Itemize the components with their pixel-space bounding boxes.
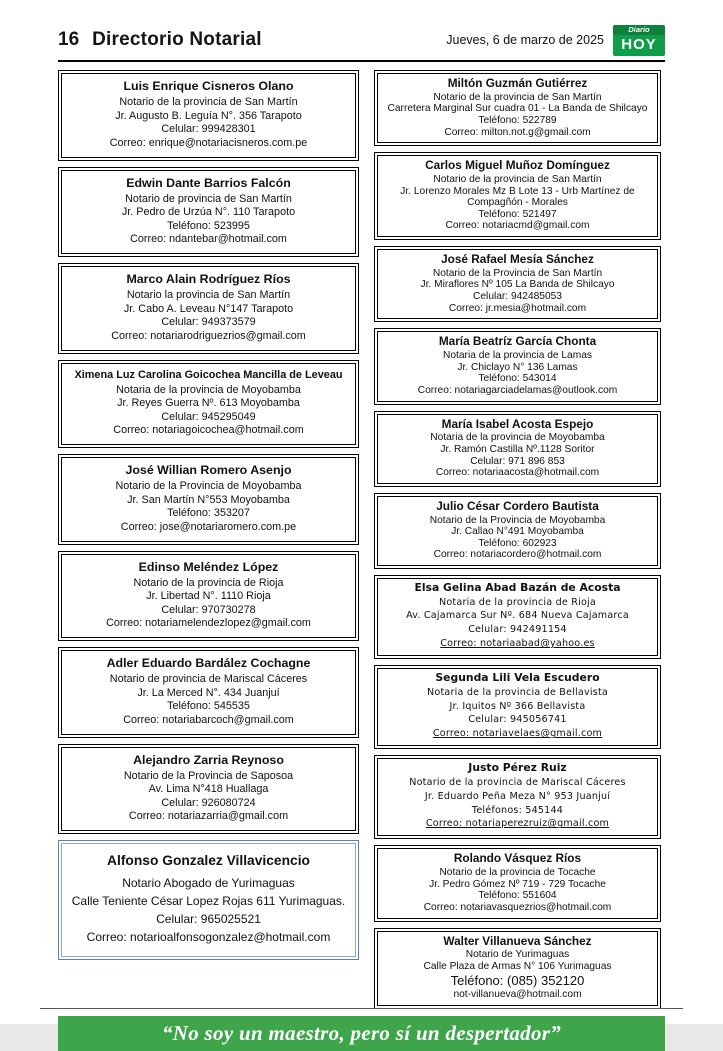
notary-detail: Teléfonos: 545144 bbox=[471, 804, 564, 816]
notary-detail: Av. Lima N°418 Huallaga bbox=[148, 783, 269, 796]
notary-detail: Teléfono: 353207 bbox=[167, 507, 250, 520]
notary-name: Julio César Cordero Bautista bbox=[436, 498, 599, 513]
notary-name: Miltón Guzmán Gutiérrez bbox=[447, 76, 588, 90]
notary-detail: Jr. Chiclayo N° 136 Lamas bbox=[457, 361, 578, 373]
notary-card bbox=[58, 70, 359, 161]
notary-card-frame bbox=[61, 554, 356, 639]
notary-card-frame bbox=[61, 363, 356, 446]
notary-detail: Jr. Libertad N°. 1110 Rioja bbox=[146, 590, 271, 603]
header-title-group bbox=[58, 29, 262, 51]
notary-detail: Notario de la Provincia de Moyobamba bbox=[429, 514, 606, 526]
page-number: 16 bbox=[58, 29, 80, 50]
notary-detail: Jr. Lorenzo Morales Mz B Lote 13 - Urb Martínez de Compagñón - Morales bbox=[400, 185, 635, 209]
notary-email: Correo: milton.not.g@gmail.com bbox=[444, 126, 591, 138]
notary-detail: Celular: 949373579 bbox=[161, 316, 256, 329]
notary-card bbox=[374, 246, 661, 322]
notary-detail: Teléfono: 543014 bbox=[478, 373, 557, 385]
notary-card bbox=[374, 70, 661, 146]
notary-detail: Notaria de la provincia de Moyobamba bbox=[430, 432, 605, 444]
notary-card-frame bbox=[377, 331, 658, 401]
notary-card-frame bbox=[377, 496, 658, 566]
notary-detail: Jr. Miraflores Nº 105 La Banda de Shilcayo bbox=[420, 279, 615, 291]
notary-card-frame bbox=[377, 578, 658, 656]
notary-detail: Notario de la provincia de San Martín bbox=[433, 173, 602, 185]
notary-detail: Notario de la provincia de Rioja bbox=[133, 576, 284, 589]
notary-name: Alejandro Zarria Reynoso bbox=[133, 752, 284, 767]
quote-banner bbox=[58, 1016, 665, 1051]
notary-detail: Carretera Marginal Sur cuadra 01 - La Banda de Shilcayo bbox=[387, 103, 648, 115]
diario-hoy-logo bbox=[613, 25, 665, 56]
notary-name: Justo Pérez Ruiz bbox=[468, 761, 567, 775]
header-rule bbox=[58, 60, 665, 62]
notary-detail: Celular: 971 896 853 bbox=[470, 455, 565, 467]
notary-email: Correo: notariagoicochea@hotmail.com bbox=[113, 424, 304, 437]
notary-name: Carlos Miguel Muñoz Domínguez bbox=[425, 158, 610, 173]
notary-detail: Notaria de la provincia de Moyobamba bbox=[116, 383, 301, 396]
notary-email: Correo: notariavasquezrios@hotmail.com bbox=[423, 901, 612, 913]
notary-card-frame bbox=[377, 758, 658, 836]
notary-card bbox=[374, 928, 661, 1010]
notary-card bbox=[58, 744, 359, 835]
directory-columns bbox=[58, 70, 665, 1009]
notary-detail: Calle Teniente César Lopez Rojas 611 Yurimaguas. bbox=[71, 893, 346, 908]
notary-detail: Jr. Augusto B. Leguía N°. 356 Tarapoto bbox=[115, 109, 302, 122]
notary-name: María Beatríz García Chonta bbox=[438, 334, 597, 349]
quote-text: “No soy un maestro, pero sí un despertador” bbox=[161, 1021, 562, 1046]
notary-card-frame bbox=[377, 931, 658, 1007]
notary-email: Correo: notariagarciadelamas@outlook.com bbox=[417, 384, 618, 396]
notary-email: Correo: notariazarria@gmail.com bbox=[128, 810, 289, 823]
notary-detail: Celular: 942491154 bbox=[468, 624, 567, 636]
notary-name: Luis Enrique Cisneros Olano bbox=[123, 79, 294, 93]
notary-email: Correo: notariaacosta@hotmail.com bbox=[435, 467, 600, 479]
notary-detail: Teléfono: (085) 352120 bbox=[450, 972, 585, 988]
notary-email: Correo: notarioalfonsogonzalez@hotmail.com bbox=[86, 929, 331, 944]
notary-detail: Av. Cajamarca Sur Nº. 684 Nueva Cajamarca bbox=[406, 610, 629, 622]
notary-detail: Jr. San Martín N°553 Moyobamba bbox=[127, 493, 290, 506]
notary-card-frame bbox=[61, 73, 356, 158]
header-date-group bbox=[446, 25, 665, 56]
notary-email: Correo: notariacordero@hotmail.com bbox=[433, 549, 602, 561]
bottom-rule bbox=[40, 1008, 683, 1009]
notary-detail: Notario de provincia de San Martín bbox=[125, 192, 292, 205]
notary-card bbox=[374, 411, 661, 487]
notary-detail: Notaria de la provincia de Bellavista bbox=[427, 686, 608, 698]
notary-email: Correo: notariabarcoch@gmail.com bbox=[123, 713, 294, 726]
notary-detail: Notaria de la provincia de Lamas bbox=[443, 350, 592, 362]
notary-card bbox=[58, 263, 359, 354]
left-column bbox=[58, 70, 359, 960]
notary-email: Correo: notariaperezruiz@gmail.com bbox=[425, 818, 610, 830]
notary-detail: Jr. Reyes Guerra Nº. 613 Moyobamba bbox=[117, 397, 300, 410]
notary-email: Correo: notariamelendezlopez@gmail.com bbox=[106, 617, 311, 630]
notary-card-frame bbox=[377, 249, 658, 319]
notary-detail: Calle Plaza de Armas N° 106 Yurimaguas bbox=[423, 960, 612, 972]
notary-card bbox=[374, 845, 661, 921]
notary-email: Correo: notariavelaes@gmail.com bbox=[432, 728, 603, 740]
notary-card-frame bbox=[377, 848, 658, 918]
date-text: Jueves, 6 de marzo de 2025 bbox=[446, 33, 604, 47]
notary-card-frame bbox=[61, 266, 356, 351]
right-column bbox=[374, 70, 661, 1009]
notary-detail: Jr. Cabo A. Leveau N°147 Tarapoto bbox=[123, 302, 294, 315]
notary-detail: Celular: 926080724 bbox=[161, 796, 256, 809]
notary-detail: Teléfono: 522789 bbox=[478, 114, 557, 126]
notary-detail: Notario de la provincia de San Martín bbox=[119, 96, 298, 109]
notary-detail: Notario de la provincia de Tocache bbox=[439, 867, 596, 879]
notary-detail: Jr. Pedro de Urzúa N°. 110 Tarapoto bbox=[121, 206, 296, 219]
notary-name: Segunda Lili Vela Escudero bbox=[435, 671, 600, 685]
notary-card bbox=[374, 493, 661, 569]
notary-name: Ximena Luz Carolina Goicochea Mancilla de Leveau bbox=[74, 368, 343, 381]
notary-detail: Jr. Iquitos Nº 366 Bellavista bbox=[449, 700, 586, 712]
notary-detail: Teléfono: 602923 bbox=[478, 537, 557, 549]
notary-card-frame bbox=[377, 155, 658, 237]
notary-name: Edwin Dante Barrios Falcón bbox=[126, 175, 291, 190]
notary-card bbox=[58, 551, 359, 642]
notary-name: Elsa Gelina Abad Bazán de Acosta bbox=[414, 581, 621, 595]
notary-detail: Celular: 942485053 bbox=[473, 291, 562, 303]
notary-detail: Notaria de la provincia de Rioja bbox=[438, 596, 597, 608]
notary-email: Correo: enrique@notariacisneros.com.pe bbox=[109, 136, 308, 149]
notary-card bbox=[374, 152, 661, 240]
notary-detail: Teléfono: 545535 bbox=[167, 700, 250, 713]
notary-detail: Teléfono: 523995 bbox=[167, 219, 250, 232]
notary-card bbox=[58, 360, 359, 449]
notary-card bbox=[58, 454, 359, 545]
notary-card bbox=[58, 167, 359, 258]
notary-card bbox=[374, 755, 661, 839]
notary-name: José Willian Romero Asenjo bbox=[125, 463, 292, 478]
notary-detail: Jr. Ramón Castilla Nº.1128 Soritor bbox=[440, 443, 595, 455]
notary-card bbox=[374, 575, 661, 659]
notary-detail: Celular: 945295049 bbox=[161, 410, 256, 423]
notary-card-frame bbox=[61, 457, 356, 542]
notary-email: Correo: jose@notariaromero.com.pe bbox=[120, 520, 297, 533]
notary-name: Edinso Meléndez López bbox=[138, 559, 279, 574]
notary-detail: Notario de la Provincia de Moyobamba bbox=[115, 480, 302, 493]
logo-diario-text: Diario bbox=[613, 25, 665, 35]
notary-detail: Notario de la provincia de Mariscal Cáceres bbox=[409, 776, 626, 788]
notary-detail: Notario la provincia de San Martín bbox=[126, 289, 291, 302]
notary-detail: Notario de Yurimaguas bbox=[465, 949, 570, 961]
notary-email: Correo: ndantebar@hotmail.com bbox=[130, 233, 287, 246]
notary-card-frame bbox=[61, 170, 356, 255]
notary-email: Correo: notariacmd@gmail.com bbox=[445, 220, 590, 232]
notary-email: Correo: notariaabad@yahoo.es bbox=[440, 638, 595, 650]
notary-name: Walter Villanueva Sánchez bbox=[443, 933, 592, 948]
notary-name: María Isabel Acosta Espejo bbox=[441, 416, 594, 431]
notary-detail: Celular: 965025521 bbox=[156, 911, 261, 926]
notary-card-frame bbox=[61, 747, 356, 832]
notary-detail: Jr. Pedro Gómez Nº 719 - 729 Tocache bbox=[429, 878, 606, 890]
notary-detail: Celular: 945056741 bbox=[468, 714, 567, 726]
notary-detail: Jr. Eduardo Peña Meza N° 953 Juanjuí bbox=[424, 790, 611, 802]
notary-detail: Celular: 970730278 bbox=[161, 603, 256, 616]
notary-detail: Notario de la provincia de San Martín bbox=[433, 91, 602, 103]
notary-email: Correo: notariarodriguezrios@gmail.com bbox=[111, 329, 306, 342]
notary-card bbox=[374, 665, 661, 749]
notary-name: Alfonso Gonzalez Villavicencio bbox=[107, 853, 310, 869]
notary-card bbox=[58, 840, 359, 960]
notary-detail: Teléfono: 551604 bbox=[478, 890, 557, 902]
notary-detail: Celular: 999428301 bbox=[161, 123, 256, 136]
page-title: Directorio Notarial bbox=[92, 29, 262, 50]
notary-card-frame bbox=[377, 414, 658, 484]
notary-card bbox=[374, 328, 661, 404]
notary-card-frame bbox=[377, 73, 658, 143]
notary-detail: Teléfono: 521497 bbox=[478, 208, 557, 220]
notary-detail: Notario de la Provincia de Saposoa bbox=[123, 769, 294, 782]
notary-detail: Notario de la Provincia de San Martín bbox=[432, 267, 603, 279]
notary-card-frame bbox=[61, 650, 356, 735]
notary-name: Marco Alain Rodríguez Ríos bbox=[126, 272, 291, 286]
notary-detail: Jr. Callao N°491 Moyobamba bbox=[451, 526, 584, 538]
notary-name: José Rafael Mesía Sánchez bbox=[441, 252, 594, 267]
notary-email: not-villanueva@hotmail.com bbox=[453, 989, 582, 1001]
notary-card-frame bbox=[61, 843, 356, 957]
logo-hoy-text: HOY bbox=[621, 35, 657, 53]
notary-detail: Notario de provincia de Mariscal Cáceres bbox=[109, 673, 308, 686]
notary-name: Adler Eduardo Bardález Cochagne bbox=[106, 656, 311, 671]
notary-name: Rolando Vásquez Ríos bbox=[453, 851, 582, 866]
page-header bbox=[58, 24, 665, 56]
notary-card bbox=[58, 647, 359, 738]
notary-detail: Jr. La Merced N°. 434 Juanjuí bbox=[137, 686, 280, 699]
notary-card-frame bbox=[377, 668, 658, 746]
notary-email: Correo: jr.mesia@hotmail.com bbox=[448, 302, 587, 314]
notary-detail: Notario Abogado de Yurimaguas bbox=[122, 875, 295, 890]
